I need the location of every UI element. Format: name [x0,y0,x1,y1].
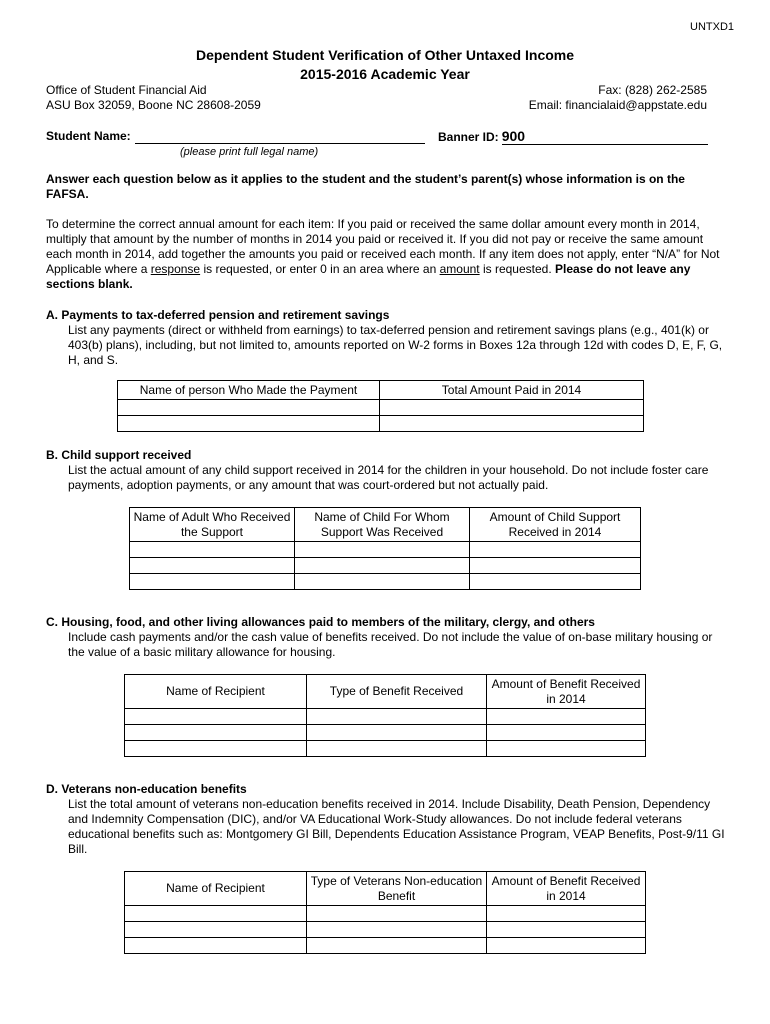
section-d-col-recipient: Name of Recipient [125,872,307,906]
instructions-part1: To determine the correct annual amount for each item: If you paid or received the same dollar amount every month in 2014, multiply that amount by the number of months in 2014 you paid or received it. If you did not pay or receive the same amount each month in 2014, add together the amounts you paid or received each month. If any item does not apply, enter “N/A” for Not Applicable where a [46,217,720,276]
section-b-body: List the actual amount of any child support received in 2014 for the children in your household. Do not include foster care payments, adoption payments, or any amount that was court-ordered but not actually paid. [68,463,709,492]
table-cell[interactable] [487,906,646,922]
table-cell[interactable] [130,542,295,558]
page-title [0,46,770,84]
instructions-amount-word: amount [439,262,480,276]
table-cell[interactable] [295,574,470,590]
table-cell[interactable] [487,725,646,741]
table-cell[interactable] [118,400,380,416]
table-cell[interactable] [118,416,380,432]
table-cell[interactable] [307,906,487,922]
banner-id-label: Banner ID: [438,130,499,144]
section-b-col-child: Name of Child For Whom Support Was Received [295,508,470,542]
instructions-bold-tail: Please do not leave any sections blank. [46,262,691,291]
table-cell[interactable] [470,542,641,558]
table-cell[interactable] [125,709,307,725]
student-name-field[interactable] [135,131,425,144]
office-fax: Fax: (828) 262-2585 [598,83,707,97]
section-c-col-amount: Amount of Benefit Received in 2014 [487,675,646,709]
table-row [125,709,646,725]
section-c-table [124,674,646,757]
banner-id-prefix: 900 [501,128,526,144]
section-c-heading: C. Housing, food, and other living allowances paid to members of the military, clergy, and others [46,615,595,629]
table-cell[interactable] [125,922,307,938]
table-cell[interactable] [125,741,307,757]
section-a-table [117,380,644,432]
table-cell[interactable] [125,938,307,954]
table-cell[interactable] [125,725,307,741]
section-b-table [129,507,641,590]
table-row [130,574,641,590]
table-cell[interactable] [380,400,644,416]
section-d-body: List the total amount of veterans non-education benefits received in 2014. Include Disability, Death Pension, Dependency and Indemnity Compensation (DIC), and/or VA Educational Work-Study allowances. Do not include federal veterans educational benefits such as: Montgomery GI Bill, Dependents Education Assistance Program, VEAP Benefits, Post-9/11 GI Bill. [68,797,725,856]
banner-id-row [438,129,708,145]
section-c-col-recipient: Name of Recipient [125,675,307,709]
table-row [125,922,646,938]
table-cell[interactable] [130,558,295,574]
table-cell[interactable] [470,574,641,590]
title-line-2: 2015-2016 Academic Year [300,66,470,82]
table-row [130,542,641,558]
table-cell[interactable] [487,741,646,757]
instructions-part2: is requested, or enter 0 in an area where an [200,262,440,276]
table-row [125,741,646,757]
section-c-col-type: Type of Benefit Received [307,675,487,709]
office-contact-block [529,83,707,113]
section-d-col-amount: Amount of Benefit Received in 2014 [487,872,646,906]
section-a-col-amount: Total Amount Paid in 2014 [380,381,644,400]
table-cell[interactable] [307,938,487,954]
table-cell[interactable] [125,906,307,922]
table-row [125,906,646,922]
table-cell[interactable] [487,938,646,954]
table-row [125,938,646,954]
section-a-col-name: Name of person Who Made the Payment [118,381,380,400]
table-cell[interactable] [307,741,487,757]
title-line-1: Dependent Student Verification of Other Untaxed Income [195,47,575,63]
table-cell[interactable] [380,416,644,432]
section-d-table [124,871,646,954]
student-name-hint: (please print full legal name) [180,146,319,158]
instructions [46,217,730,292]
section-a-heading: A. Payments to tax-deferred pension and retirement savings [46,308,390,322]
intro-text: Answer each question below as it applies to the student and the student’s parent(s) whose information is on the FAFSA. [46,172,685,201]
table-cell[interactable] [307,725,487,741]
section-a-body: List any payments (direct or withheld from earnings) to tax-deferred pension and retirement savings plans (e.g., 401(k) or 403(b) plans), including, but not limited to, amounts reported on W-2 forms in Boxes 12a through 12d with codes D, E, F, G, H, and S. [68,323,723,367]
section-b-col-adult: Name of Adult Who Received the Support [130,508,295,542]
office-name: Office of Student Financial Aid [46,83,207,97]
table-cell[interactable] [295,558,470,574]
student-name-label: Student Name: [46,129,131,143]
office-email: Email: financialaid@appstate.edu [528,98,707,112]
table-cell[interactable] [307,922,487,938]
office-address: ASU Box 32059, Boone NC 28608-2059 [46,98,261,112]
table-cell[interactable] [487,922,646,938]
office-address-block [46,83,261,113]
table-cell[interactable] [487,709,646,725]
section-d-heading: D. Veterans non-education benefits [46,782,247,796]
table-cell[interactable] [295,542,470,558]
table-row [130,558,641,574]
section-d-col-type: Type of Veterans Non-education Benefit [307,872,487,906]
form-code: UNTXD1 [690,21,735,33]
table-row [125,725,646,741]
section-b-heading: B. Child support received [46,448,192,462]
table-row [118,416,644,432]
banner-id-field[interactable] [502,129,708,145]
table-cell[interactable] [307,709,487,725]
section-b-col-amount: Amount of Child Support Received in 2014 [470,508,641,542]
section-c-body: Include cash payments and/or the cash value of benefits received. Do not include the value of on-base military housing or the value of a basic military allowance for housing. [68,630,713,659]
instructions-part3: is requested. [479,262,555,276]
table-cell[interactable] [470,558,641,574]
student-name-row [46,129,425,144]
table-row [118,400,644,416]
instructions-response-word: response [150,262,201,276]
table-cell[interactable] [130,574,295,590]
